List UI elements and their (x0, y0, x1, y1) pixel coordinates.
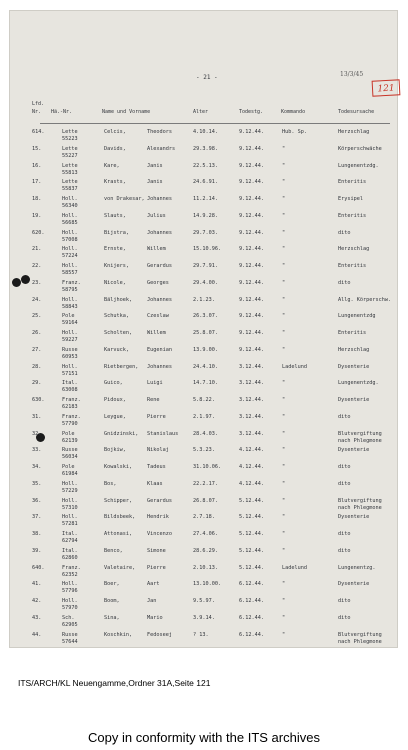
row-death-date: 4.12.44. (239, 480, 264, 487)
row-prisoner-number: 58557 (62, 270, 78, 276)
row-cause: Dysenterie (338, 447, 370, 454)
row-death-date: 9.12.44. (239, 196, 264, 202)
row-prisoner-number: 62860 (62, 554, 78, 561)
row-birth-date: 5.8.22. (193, 397, 215, 403)
row-surname: Bijstra, (104, 229, 129, 236)
row-surname: Slauts, (104, 212, 126, 219)
row-number: 43. (32, 614, 42, 621)
row-prisoner-number: 58795 (62, 286, 78, 293)
row-cause: Herzschlag (338, 246, 370, 253)
row-kommando: " (282, 380, 286, 387)
row-first-name: Johannes (147, 296, 172, 303)
row-nationality: Holl. (62, 263, 78, 269)
row-number: 614. (32, 129, 45, 135)
row-surname: Sina, (104, 614, 120, 621)
row-surname: Schutka, (104, 313, 129, 320)
row-cause: Blutvergiftung (338, 430, 382, 437)
row-number: 44. (32, 631, 42, 638)
row-surname: Pidoux, (104, 397, 126, 403)
row-first-name: Johannes (147, 363, 172, 370)
row-death-date: 4.12.44. (239, 464, 264, 470)
row-cause: Enteritis (338, 330, 367, 336)
row-cause: dito (338, 614, 351, 621)
row-nationality: Pole (62, 464, 75, 470)
row-death-date: 6.12.44. (239, 631, 264, 638)
row-surname: Ernste, (104, 246, 126, 253)
row-death-date: 9.12.44. (239, 229, 264, 236)
row-first-name: Rene (147, 397, 160, 403)
row-surname: Bildsbeek, (104, 514, 136, 521)
row-birth-date: 22.5.13. (193, 162, 218, 169)
row-number: 42. (32, 598, 42, 604)
row-cause: Lungenentzdg (338, 313, 376, 320)
row-kommando: " (282, 547, 286, 554)
header-todestag: Todestg. (239, 109, 264, 115)
row-birth-date: 2.1.97. (193, 413, 215, 420)
row-birth-date: 2.10.13. (193, 564, 218, 571)
row-death-date: 5.12.44. (239, 547, 264, 554)
row-prisoner-number: 57310 (62, 504, 78, 511)
row-number: 24. (32, 296, 42, 303)
row-first-name: Willem (147, 246, 166, 253)
row-prisoner-number: 56685 (62, 219, 78, 226)
row-first-name: Mario (147, 614, 163, 621)
row-number: 620. (32, 229, 45, 236)
row-death-date: 3.12.44. (239, 430, 264, 437)
row-prisoner-number: 62139 (62, 437, 78, 444)
row-first-name: Vincenzo (147, 531, 172, 537)
row-birth-date: 4.10.14. (193, 129, 218, 135)
row-number: 17. (32, 179, 42, 186)
row-number: 25. (32, 313, 42, 320)
conformity-note: Copy in conformity with the ITS archives (88, 730, 320, 745)
row-kommando: " (282, 296, 286, 303)
row-first-name: Gerardus (147, 263, 172, 269)
row-cause-continued: nach Phlegmone (338, 437, 382, 444)
row-number: 35. (32, 480, 42, 487)
row-number: 630. (32, 397, 45, 403)
row-first-name: Hendrik (147, 514, 169, 521)
page-stamp: 121 (372, 79, 401, 96)
row-prisoner-number: 56034 (62, 454, 78, 461)
row-number: 15. (32, 145, 42, 152)
row-surname: Attonasi, (104, 531, 133, 537)
row-prisoner-number: 61984 (62, 471, 78, 477)
row-birth-date: 14.9.28. (193, 212, 218, 219)
row-cause: dito (338, 598, 351, 604)
row-death-date: 9.12.44. (239, 296, 264, 303)
row-death-date: 3.12.44. (239, 380, 264, 387)
row-death-date: 9.12.44. (239, 346, 264, 353)
row-cause-continued: nach Phlegmone (338, 504, 382, 511)
row-birth-date: 3.9.14. (193, 614, 215, 621)
row-kommando: " (282, 196, 286, 202)
row-surname: Gnidzinski, (104, 430, 139, 437)
row-nationality: Holl. (62, 296, 78, 303)
row-kommando: " (282, 179, 286, 186)
row-birth-date: 11.2.14. (193, 196, 218, 202)
row-cause: Dysenterie (338, 363, 370, 370)
row-number: 26. (32, 330, 42, 336)
row-first-name: Georges (147, 279, 169, 286)
row-nationality: Holl. (62, 514, 78, 521)
row-first-name: Czeslaw (147, 313, 169, 320)
row-kommando: " (282, 162, 286, 169)
row-nationality: Russe (62, 631, 78, 638)
row-surname: Valetaire, (104, 564, 136, 571)
row-kommando: " (282, 480, 286, 487)
row-first-name: Fedoseej (147, 631, 172, 638)
row-first-name: Johannes (147, 229, 172, 236)
row-prisoner-number: 55223 (62, 136, 78, 142)
row-surname: von Drakesar, (104, 196, 145, 202)
row-first-name: Eugenian (147, 346, 172, 353)
row-number: 23. (32, 279, 42, 286)
row-kommando: " (282, 581, 286, 588)
row-prisoner-number: 57008 (62, 236, 78, 243)
row-first-name: Alexandrs (147, 145, 176, 152)
row-birth-date: 24.4.10. (193, 363, 218, 370)
row-birth-date: 24.6.91. (193, 179, 218, 186)
row-cause: Dysenterie (338, 514, 370, 521)
row-nationality: Holl. (62, 480, 78, 487)
row-cause: Herzschlag (338, 129, 370, 135)
row-nationality: Franz. (62, 564, 81, 571)
row-cause: dito (338, 547, 351, 554)
row-surname: Nicole, (104, 279, 126, 286)
row-cause: Enteritis (338, 179, 367, 186)
row-surname: Scholten, (104, 330, 133, 336)
row-kommando: " (282, 497, 286, 504)
row-kommando: " (282, 246, 286, 253)
row-cause: Allg. Körperschw. (338, 296, 392, 303)
row-nationality: Holl. (62, 363, 78, 370)
row-first-name: Jan (147, 598, 157, 604)
row-nationality: Pole (62, 313, 75, 320)
row-nationality: Russe (62, 346, 78, 353)
header-kommando: Kommando (281, 109, 306, 115)
row-prisoner-number: 57796 (62, 588, 78, 595)
row-death-date: 9.12.44. (239, 179, 264, 186)
row-surname: Leygue, (104, 413, 126, 420)
row-number: 41. (32, 581, 42, 588)
row-kommando: Ladelund (282, 363, 307, 370)
row-kommando: " (282, 413, 286, 420)
row-nationality: Sch. (62, 614, 75, 621)
archive-reference: ITS/ARCH/KL Neuengamme,Ordner 31A,Seite 121 (18, 678, 211, 688)
row-number: 29. (32, 380, 42, 387)
row-first-name: Aart (147, 581, 160, 588)
row-cause: Lungenentzg. (338, 564, 376, 571)
row-birth-date: 29.3.98. (193, 145, 218, 152)
row-cause: Enteritis (338, 263, 367, 269)
row-birth-date: 26.8.07. (193, 497, 218, 504)
row-death-date: 5.12.44. (239, 531, 264, 537)
row-prisoner-number: 55813 (62, 169, 78, 176)
row-birth-date: 9.5.97. (193, 598, 215, 604)
row-first-name: Janis (147, 179, 163, 186)
row-surname: Bäljhoek, (104, 296, 133, 303)
row-prisoner-number: 57224 (62, 253, 78, 260)
row-death-date: 9.12.44. (239, 246, 264, 253)
row-nationality: Ital. (62, 531, 78, 537)
row-surname: Koschkin, (104, 631, 133, 638)
row-death-date: 9.12.44. (239, 279, 264, 286)
row-death-date: 5.12.44. (239, 564, 264, 571)
row-death-date: 9.12.44. (239, 263, 264, 269)
row-cause: dito (338, 531, 351, 537)
header-lfd: Lfd. (32, 101, 45, 107)
row-first-name: Simone (147, 547, 166, 554)
row-cause: Erysipel (338, 196, 363, 202)
row-prisoner-number: 62352 (62, 571, 78, 578)
row-kommando: " (282, 464, 286, 470)
row-cause: Körperschwäche (338, 145, 382, 152)
row-cause: Lungenentzdg. (338, 380, 379, 387)
row-first-name: Tadeus (147, 464, 166, 470)
row-prisoner-number: 57790 (62, 420, 78, 427)
row-first-name: Luigi (147, 380, 163, 387)
row-nationality: Holl. (62, 246, 78, 253)
row-surname: Boer, (104, 581, 120, 588)
row-number: 28. (32, 363, 42, 370)
row-death-date: 5.12.44. (239, 514, 264, 521)
row-number: 18. (32, 196, 42, 202)
row-birth-date: 26.3.07. (193, 313, 218, 320)
row-kommando: Ladelund (282, 564, 307, 571)
row-birth-date: 25.8.07. (193, 330, 218, 336)
row-prisoner-number: 59227 (62, 337, 78, 343)
row-kommando: " (282, 397, 286, 403)
row-nationality: Ital. (62, 547, 78, 554)
row-death-date: 9.12.44. (239, 212, 264, 219)
row-kommando: " (282, 279, 286, 286)
row-nationality: Holl. (62, 330, 78, 336)
row-surname: Schipper, (104, 497, 133, 504)
header-haeftling: Hä.-Nr. (51, 109, 73, 115)
row-birth-date: 2.7.18. (193, 514, 215, 521)
row-surname: Knijers, (104, 263, 129, 269)
row-birth-date: 13.10.00. (193, 581, 222, 588)
row-birth-date: 22.2.17. (193, 480, 218, 487)
row-cause: Dysenterie (338, 581, 370, 588)
row-cause: Herzschlag (338, 346, 370, 353)
row-cause: dito (338, 279, 351, 286)
row-prisoner-number: 55227 (62, 152, 78, 159)
row-nationality: Holl. (62, 581, 78, 588)
handwritten-date: 13/3/45 (340, 71, 364, 78)
row-cause: Dysenterie (338, 397, 370, 403)
row-nationality: Holl. (62, 212, 78, 219)
row-birth-date: 14.7.10. (193, 380, 218, 387)
row-first-name: Nikolaj (147, 447, 169, 454)
header-name: Name und Vorname (102, 109, 151, 115)
row-number: 34. (32, 464, 42, 470)
row-kommando: " (282, 263, 286, 269)
header-alter: Alter (193, 109, 209, 115)
row-death-date: 5.12.44. (239, 497, 264, 504)
row-surname: Benco, (104, 547, 123, 554)
row-nationality: Ital. (62, 380, 78, 387)
header-rule (40, 123, 390, 124)
row-first-name: Theodors (147, 129, 172, 135)
row-kommando: " (282, 447, 286, 454)
row-nationality: Franz. (62, 397, 81, 403)
row-death-date: 9.12.44. (239, 129, 264, 135)
row-death-date: 3.12.44. (239, 397, 264, 403)
row-birth-date: 29.7.91. (193, 263, 218, 269)
row-kommando: " (282, 346, 286, 353)
row-cause: Lungenentzdg. (338, 162, 379, 169)
row-number: 16. (32, 162, 42, 169)
row-kommando: " (282, 212, 286, 219)
row-kommando: " (282, 229, 286, 236)
row-prisoner-number: 62905 (62, 621, 78, 628)
row-kommando: " (282, 531, 286, 537)
row-birth-date: 29.4.00. (193, 279, 218, 286)
row-prisoner-number: 57644 (62, 638, 78, 645)
row-death-date: 4.12.44. (239, 447, 264, 454)
row-number: 21. (32, 246, 42, 253)
row-death-date: 9.12.44. (239, 145, 264, 152)
row-kommando: " (282, 614, 286, 621)
row-surname: Karvuck, (104, 346, 129, 353)
row-kommando: " (282, 631, 286, 638)
row-prisoner-number: 60953 (62, 353, 78, 360)
row-birth-date: 15.10.96. (193, 246, 222, 253)
row-birth-date: 2.1.23. (193, 296, 215, 303)
row-nationality: Lette (62, 129, 78, 135)
row-birth-date: ? 13. (193, 631, 209, 638)
row-nationality: Holl. (62, 598, 78, 604)
row-prisoner-number: 62183 (62, 404, 78, 410)
row-kommando: " (282, 598, 286, 604)
row-prisoner-number: 57229 (62, 487, 78, 494)
row-death-date: 3.12.44. (239, 363, 264, 370)
row-birth-date: 29.7.03. (193, 229, 218, 236)
row-surname: Boom, (104, 598, 120, 604)
page-number: - 21 - (196, 74, 218, 81)
row-number: 19. (32, 212, 42, 219)
row-kommando: " (282, 313, 286, 320)
row-surname: Bojkiw, (104, 447, 126, 454)
row-prisoner-number: 59164 (62, 320, 78, 327)
row-nationality: Holl. (62, 229, 78, 236)
row-first-name: Klaas (147, 480, 163, 487)
row-prisoner-number: 55837 (62, 186, 78, 193)
row-birth-date: 13.9.00. (193, 346, 218, 353)
row-cause: dito (338, 464, 351, 470)
row-first-name: Janis (147, 162, 163, 169)
row-first-name: Johannes (147, 196, 172, 202)
row-birth-date: 28.6.29. (193, 547, 218, 554)
row-number: 39. (32, 547, 42, 554)
row-number: 32. (32, 430, 42, 437)
row-kommando: " (282, 514, 286, 521)
row-surname: Celcis, (104, 129, 126, 135)
row-cause: dito (338, 413, 351, 420)
header-nr: Nr. (32, 109, 42, 115)
header-ursache: Todesursache (338, 109, 375, 115)
row-nationality: Franz. (62, 279, 81, 286)
row-death-date: 6.12.44. (239, 614, 264, 621)
row-number: 31. (32, 413, 42, 420)
row-surname: Krasts, (104, 179, 126, 186)
row-death-date: 3.12.44. (239, 413, 264, 420)
row-kommando: " (282, 330, 286, 336)
document-scan (9, 10, 398, 648)
row-surname: Kowalski, (104, 464, 133, 470)
row-surname: Guico, (104, 380, 123, 387)
row-nationality: Pole (62, 430, 75, 437)
row-nationality: Holl. (62, 196, 78, 202)
row-death-date: 9.12.44. (239, 162, 264, 169)
row-surname: Davids, (104, 145, 126, 152)
row-number: 37. (32, 514, 42, 521)
row-first-name: Julius (147, 212, 166, 219)
row-prisoner-number: 56340 (62, 203, 78, 209)
row-first-name: Willem (147, 330, 166, 336)
row-kommando: Hub. Sp. (282, 129, 307, 135)
row-cause-continued: nach Phlegmone (338, 638, 382, 645)
row-number: 33. (32, 447, 42, 454)
row-death-date: 9.12.44. (239, 313, 264, 320)
row-nationality: Lette (62, 162, 78, 169)
row-number: 640. (32, 564, 45, 571)
row-prisoner-number: 62794 (62, 538, 78, 544)
row-cause: Blutvergiftung (338, 497, 382, 504)
row-cause: Blutvergiftung (338, 631, 382, 638)
row-prisoner-number: 57151 (62, 370, 78, 377)
row-number: 27. (32, 346, 42, 353)
row-first-name: Stanislaus (147, 430, 179, 437)
row-surname: Bos, (104, 480, 117, 487)
row-surname: Kare, (104, 162, 120, 169)
table-row (10, 632, 397, 654)
row-birth-date: 27.4.06. (193, 531, 218, 537)
row-nationality: Russe (62, 447, 78, 454)
row-cause: Enteritis (338, 212, 367, 219)
row-cause: dito (338, 480, 351, 487)
row-kommando: " (282, 145, 286, 152)
row-nationality: Franz. (62, 413, 81, 420)
row-kommando: " (282, 430, 286, 437)
row-prisoner-number: 63008 (62, 387, 78, 394)
row-nationality: Lette (62, 145, 78, 152)
row-first-name: Gerardus (147, 497, 172, 504)
row-death-date: 9.12.44. (239, 330, 264, 336)
row-number: 22. (32, 263, 42, 269)
row-birth-date: 28.4.03. (193, 430, 218, 437)
row-birth-date: 31.10.06. (193, 464, 222, 470)
row-birth-date: 5.3.23. (193, 447, 215, 454)
row-death-date: 6.12.44. (239, 598, 264, 604)
row-nationality: Holl. (62, 497, 78, 504)
row-surname: Rietbergen, (104, 363, 139, 370)
row-death-date: 6.12.44. (239, 581, 264, 588)
row-first-name: Pierre (147, 413, 166, 420)
row-prisoner-number: 57281 (62, 521, 78, 528)
row-cause: dito (338, 229, 351, 236)
row-number: 36. (32, 497, 42, 504)
row-prisoner-number: 57970 (62, 605, 78, 611)
row-first-name: Pierre (147, 564, 166, 571)
row-prisoner-number: 58843 (62, 303, 78, 310)
row-nationality: Lette (62, 179, 78, 186)
row-number: 38. (32, 531, 42, 537)
